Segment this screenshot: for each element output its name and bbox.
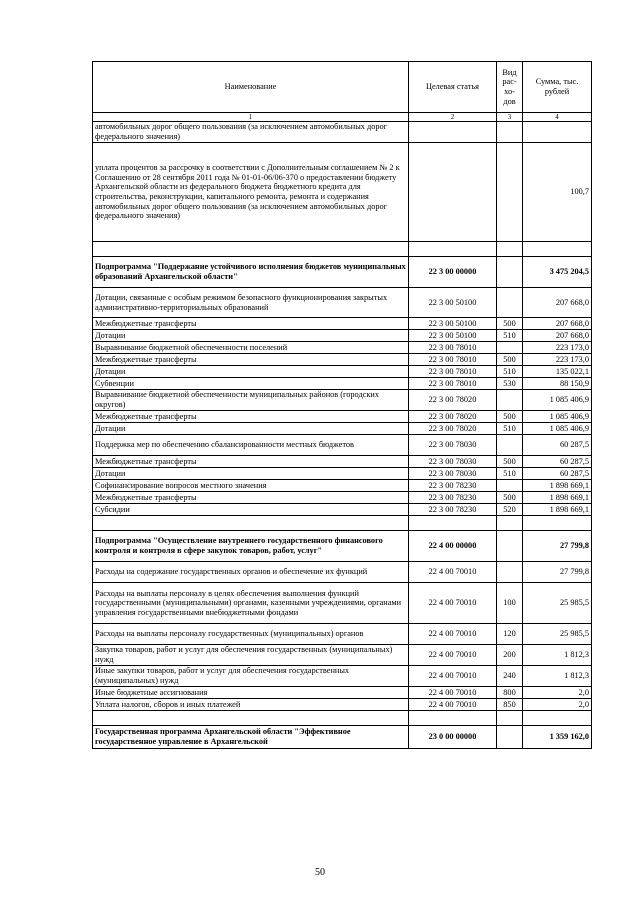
column-number: 4 — [523, 113, 592, 122]
cell-code: 22 3 00 78230 — [409, 492, 497, 504]
cell-code: 22 4 00 70010 — [409, 687, 497, 699]
cell-code — [409, 242, 497, 257]
cell-code: 22 3 00 78010 — [409, 354, 497, 366]
cell-sum: 2,0 — [523, 699, 592, 711]
cell-name: автомобильных дорог общего пользования (за исключением автомобильных дорог федерального значения) — [93, 122, 409, 143]
cell-name: Дотации, связанные с особым режимом безопасного функционирования закрытых административно-территориальных образований — [93, 288, 409, 318]
table-row — [93, 354, 592, 366]
cell-vid: 530 — [497, 378, 523, 390]
cell-name: Подпрограмма "Поддержание устойчивого исполнения бюджетов муниципальных образований Архангельской области" — [93, 257, 409, 288]
table-row — [93, 711, 592, 726]
cell-code: 22 3 00 78030 — [409, 435, 497, 456]
cell-sum: 1 359 162,0 — [523, 726, 592, 749]
table-row — [93, 624, 592, 645]
cell-sum: 60 287,5 — [523, 468, 592, 480]
cell-vid — [497, 516, 523, 531]
cell-vid — [497, 711, 523, 726]
cell-vid: 850 — [497, 699, 523, 711]
cell-sum: 207 668,0 — [523, 330, 592, 342]
table-row — [93, 562, 592, 583]
table-row — [93, 242, 592, 257]
cell-sum: 1 812,3 — [523, 645, 592, 666]
cell-code: 22 3 00 78230 — [409, 504, 497, 516]
cell-name: Дотации — [93, 330, 409, 342]
cell-name: Субвенции — [93, 378, 409, 390]
cell-code: 22 4 00 70010 — [409, 666, 497, 687]
cell-code: 22 3 00 78010 — [409, 378, 497, 390]
cell-name: Расходы на выплаты персоналу государственных (муниципальных) органов — [93, 624, 409, 645]
cell-vid — [497, 562, 523, 583]
cell-name: Иные закупки товаров, работ и услуг для обеспечения государственных (муниципальных) нужд — [93, 666, 409, 687]
cell-name: Государственная программа Архангельской области "Эффективное государственное управление в Архангельской — [93, 726, 409, 749]
page-number: 50 — [315, 867, 325, 878]
table-row — [93, 699, 592, 711]
cell-vid — [497, 143, 523, 242]
cell-name: Межбюджетные трансферты — [93, 411, 409, 423]
cell-sum: 1 898 669,1 — [523, 504, 592, 516]
cell-code: 22 4 00 70010 — [409, 624, 497, 645]
cell-vid — [497, 435, 523, 456]
cell-sum: 135 022,1 — [523, 366, 592, 378]
cell-name: Иные бюджетные ассигнования — [93, 687, 409, 699]
cell-sum — [523, 242, 592, 257]
cell-vid — [497, 390, 523, 411]
table-row — [93, 342, 592, 354]
cell-vid — [497, 726, 523, 749]
cell-sum — [523, 516, 592, 531]
cell-name: Субсидии — [93, 504, 409, 516]
cell-vid: 510 — [497, 423, 523, 435]
table-row — [93, 504, 592, 516]
cell-vid: 510 — [497, 468, 523, 480]
table-row — [93, 318, 592, 330]
cell-code: 22 3 00 50100 — [409, 318, 497, 330]
cell-vid: 200 — [497, 645, 523, 666]
table-row — [93, 411, 592, 423]
cell-name — [93, 516, 409, 531]
cell-vid: 510 — [497, 366, 523, 378]
table-row — [93, 726, 592, 749]
table-row — [93, 516, 592, 531]
cell-sum: 27 799,8 — [523, 562, 592, 583]
cell-sum: 1 898 669,1 — [523, 480, 592, 492]
cell-code: 22 3 00 78030 — [409, 456, 497, 468]
cell-vid — [497, 257, 523, 288]
cell-code: 22 3 00 78020 — [409, 411, 497, 423]
cell-sum: 1 085 406,9 — [523, 390, 592, 411]
cell-code — [409, 143, 497, 242]
cell-sum — [523, 711, 592, 726]
cell-name — [93, 242, 409, 257]
table-row — [93, 288, 592, 318]
cell-vid: 520 — [497, 504, 523, 516]
cell-code: 22 3 00 50100 — [409, 288, 497, 318]
column-number: 1 — [93, 113, 409, 122]
cell-vid — [497, 288, 523, 318]
table-row — [93, 687, 592, 699]
cell-vid — [497, 122, 523, 143]
budget-table — [92, 61, 592, 749]
cell-vid: 500 — [497, 456, 523, 468]
cell-code: 22 3 00 78020 — [409, 423, 497, 435]
cell-vid: 500 — [497, 354, 523, 366]
table-row — [93, 390, 592, 411]
column-number-row — [93, 113, 592, 122]
table-body — [93, 122, 592, 749]
cell-vid — [497, 531, 523, 562]
cell-code: 22 3 00 50100 — [409, 330, 497, 342]
cell-sum: 223 173,0 — [523, 354, 592, 366]
cell-code — [409, 516, 497, 531]
cell-code: 22 3 00 00000 — [409, 257, 497, 288]
cell-name: Расходы на выплаты персоналу в целях обеспечения выполнения функций государственными (муниципальными) органами, казенными учреждениями, органами управления государственными внебюджетными фондами — [93, 583, 409, 624]
cell-sum: 207 668,0 — [523, 318, 592, 330]
table-row — [93, 645, 592, 666]
cell-name: Выравнивание бюджетной обеспеченности поселений — [93, 342, 409, 354]
cell-sum: 1 898 669,1 — [523, 492, 592, 504]
table-row — [93, 122, 592, 143]
header-name: Наименование — [93, 62, 409, 113]
cell-name: Софинансирование вопросов местного значения — [93, 480, 409, 492]
cell-sum: 1 812,3 — [523, 666, 592, 687]
cell-sum: 27 799,8 — [523, 531, 592, 562]
cell-vid — [497, 480, 523, 492]
cell-sum: 88 150,9 — [523, 378, 592, 390]
cell-code: 22 3 00 78030 — [409, 468, 497, 480]
cell-name: Выравнивание бюджетной обеспеченности муниципальных районов (городских округов) — [93, 390, 409, 411]
cell-sum: 25 985,5 — [523, 624, 592, 645]
cell-name: Закупка товаров, работ и услуг для обеспечения государственных (муниципальных) нужд — [93, 645, 409, 666]
cell-sum: 1 085 406,9 — [523, 423, 592, 435]
cell-vid: 500 — [497, 492, 523, 504]
header-sum: Сумма, тыс. рублей — [523, 62, 592, 113]
cell-name: Поддержка мер по обеспечению сбалансированности местных бюджетов — [93, 435, 409, 456]
table-row — [93, 366, 592, 378]
cell-code — [409, 122, 497, 143]
header-code: Целевая статья — [409, 62, 497, 113]
table-row — [93, 666, 592, 687]
table-row — [93, 583, 592, 624]
header-vid: Вид рас-хо-дов — [497, 62, 523, 113]
cell-sum: 1 085 406,9 — [523, 411, 592, 423]
cell-name — [93, 711, 409, 726]
cell-sum: 2,0 — [523, 687, 592, 699]
cell-vid: 240 — [497, 666, 523, 687]
cell-name: Дотации — [93, 366, 409, 378]
table-row — [93, 330, 592, 342]
table-row — [93, 378, 592, 390]
cell-code: 22 4 00 70010 — [409, 699, 497, 711]
table-row — [93, 435, 592, 456]
cell-vid: 120 — [497, 624, 523, 645]
cell-name: Расходы на содержание государственных органов и обеспечение их функций — [93, 562, 409, 583]
table-row — [93, 143, 592, 242]
cell-code: 22 4 00 70010 — [409, 645, 497, 666]
cell-sum — [523, 122, 592, 143]
cell-vid: 800 — [497, 687, 523, 699]
cell-vid — [497, 242, 523, 257]
cell-sum: 60 287,5 — [523, 435, 592, 456]
cell-sum: 3 475 204,5 — [523, 257, 592, 288]
cell-name: Дотации — [93, 468, 409, 480]
cell-name: Межбюджетные трансферты — [93, 492, 409, 504]
table-row — [93, 492, 592, 504]
cell-vid: 500 — [497, 318, 523, 330]
cell-name: Подпрограмма "Осуществление внутреннего государственного финансового контроля и контроля в сфере закупок товаров, работ, услуг" — [93, 531, 409, 562]
cell-name: уплата процентов за рассрочку в соответствии с Дополнительным соглашением № 2 к Соглашению от 28 сентября 2011 года № 01-01-06/06-370 о предоставлении бюджету Архангельской области из федерального бюджета бюджетного кредита для строительства, реконструкции, капитального ремонта, ремонта и содержания автомобильных дорог общего пользования (за исключением автомобильных дорог федерального значения) — [93, 143, 409, 242]
cell-vid: 510 — [497, 330, 523, 342]
column-number: 2 — [409, 113, 497, 122]
cell-code: 22 3 00 78020 — [409, 390, 497, 411]
table-row — [93, 480, 592, 492]
table-row — [93, 257, 592, 288]
cell-sum: 207 668,0 — [523, 288, 592, 318]
cell-code: 22 3 00 78010 — [409, 342, 497, 354]
cell-vid: 100 — [497, 583, 523, 624]
column-number: 3 — [497, 113, 523, 122]
cell-code: 22 4 00 70010 — [409, 562, 497, 583]
table-row — [93, 423, 592, 435]
cell-name: Межбюджетные трансферты — [93, 318, 409, 330]
cell-sum: 100,7 — [523, 143, 592, 242]
cell-name: Дотации — [93, 423, 409, 435]
cell-sum: 223 173,0 — [523, 342, 592, 354]
cell-vid — [497, 342, 523, 354]
cell-code: 22 3 00 78230 — [409, 480, 497, 492]
cell-code — [409, 711, 497, 726]
table-row — [93, 468, 592, 480]
table-header-row — [93, 62, 592, 113]
table-row — [93, 456, 592, 468]
cell-code: 22 4 00 00000 — [409, 531, 497, 562]
cell-code: 22 3 00 78010 — [409, 366, 497, 378]
cell-sum: 25 985,5 — [523, 583, 592, 624]
cell-name: Уплата налогов, сборов и иных платежей — [93, 699, 409, 711]
cell-sum: 60 287,5 — [523, 456, 592, 468]
cell-vid: 500 — [497, 411, 523, 423]
table-row — [93, 531, 592, 562]
cell-code: 22 4 00 70010 — [409, 583, 497, 624]
cell-code: 23 0 00 00000 — [409, 726, 497, 749]
cell-name: Межбюджетные трансферты — [93, 354, 409, 366]
cell-name: Межбюджетные трансферты — [93, 456, 409, 468]
